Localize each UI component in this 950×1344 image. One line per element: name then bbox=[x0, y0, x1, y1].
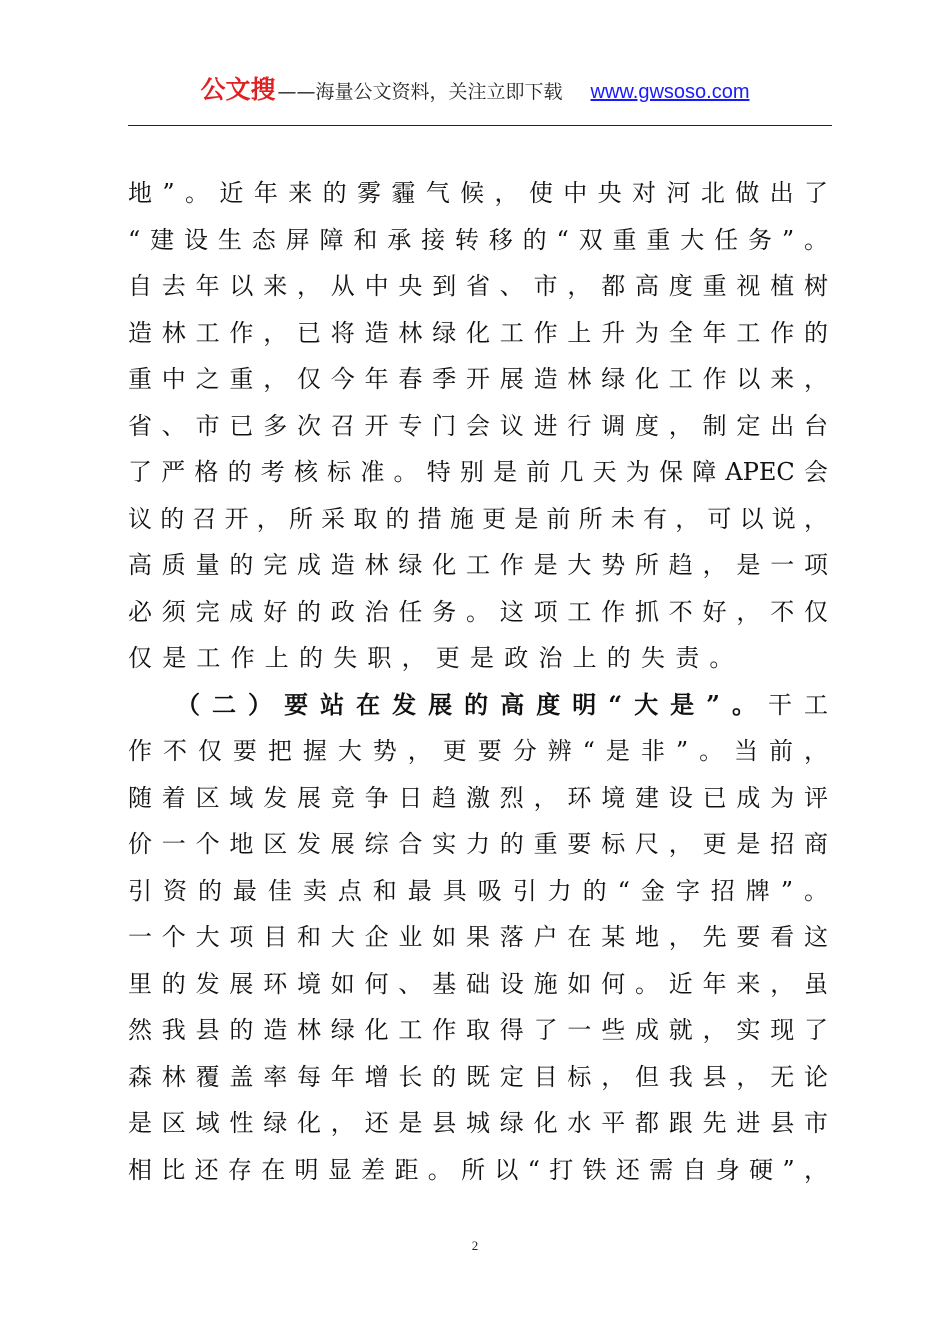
text-line: 地”。近年来的雾霾气候，使中央对河北做出了 bbox=[128, 179, 828, 207]
text-line: 作不仅要把握大势，更要分辨“是非”。当前， bbox=[128, 737, 828, 765]
text-line: 议的召开，所采取的措施更是前所未有，可以说， bbox=[128, 504, 828, 533]
header-divider bbox=[128, 125, 832, 126]
text-line: 是区域性绿化，还是县城绿化水平都跟先进县市 bbox=[128, 1109, 828, 1137]
section-heading: （二）要站在发展的高度明“大是”。 bbox=[176, 689, 768, 719]
text-line: 了严格的考核标准。特别是前几天为保障APEC会 bbox=[128, 458, 828, 486]
section-heading-line bbox=[128, 682, 828, 729]
text-line: 随着区域发展竞争日趋激烈，环境建设已成为评 bbox=[128, 783, 828, 812]
text-line: “建设生态屏障和承接转移的“双重重大任务”。 bbox=[128, 225, 828, 254]
text-line: 高质量的完成造林绿化工作是大势所趋，是一项 bbox=[128, 551, 828, 579]
text-line: 造林工作，已将造林绿化工作上升为全年工作的 bbox=[128, 318, 828, 347]
text-line: 相比还存在明显差距。所以“打铁还需自身硬”， bbox=[128, 1155, 828, 1184]
page-number: 2 bbox=[471, 1238, 479, 1253]
header-tagline: ——海量公文资料，关注立即下载 bbox=[277, 81, 563, 103]
text-line: 自去年以来，从中央到省、市，都高度重视植树 bbox=[128, 272, 828, 300]
text-line: 仅是工作上的失职，更是政治上的失责。 bbox=[128, 644, 744, 672]
document-body bbox=[128, 170, 828, 1193]
text-line: 重中之重，仅今年春季开展造林绿化工作以来， bbox=[128, 365, 828, 393]
text-line: 森林覆盖率每年增长的既定目标，但我县，无论 bbox=[128, 1062, 828, 1091]
text-line: 省、市已多次召开专门会议进行调度，制定出台 bbox=[128, 411, 828, 440]
text-line: 里的发展环境如何、基础设施如何。近年来，虽 bbox=[128, 969, 828, 998]
text-line: 必须完成好的政治任务。这项工作抓不好，不仅 bbox=[128, 597, 828, 626]
text-line: 一个大项目和大企业如果落户在某地，先要看这 bbox=[128, 923, 828, 951]
text-line: 引资的最佳卖点和最具吸引力的“金字招牌”。 bbox=[128, 876, 828, 905]
text-line: 然我县的造林绿化工作取得了一些成就，实现了 bbox=[128, 1016, 828, 1044]
heading-line-rest: 干工 bbox=[767, 690, 829, 719]
brand-logo: 公文搜 bbox=[200, 75, 276, 104]
page-header bbox=[0, 70, 950, 106]
site-link[interactable]: www.gwsoso.com bbox=[590, 81, 750, 103]
text-line: 价一个地区发展综合实力的重要标尺，更是招商 bbox=[128, 830, 828, 858]
